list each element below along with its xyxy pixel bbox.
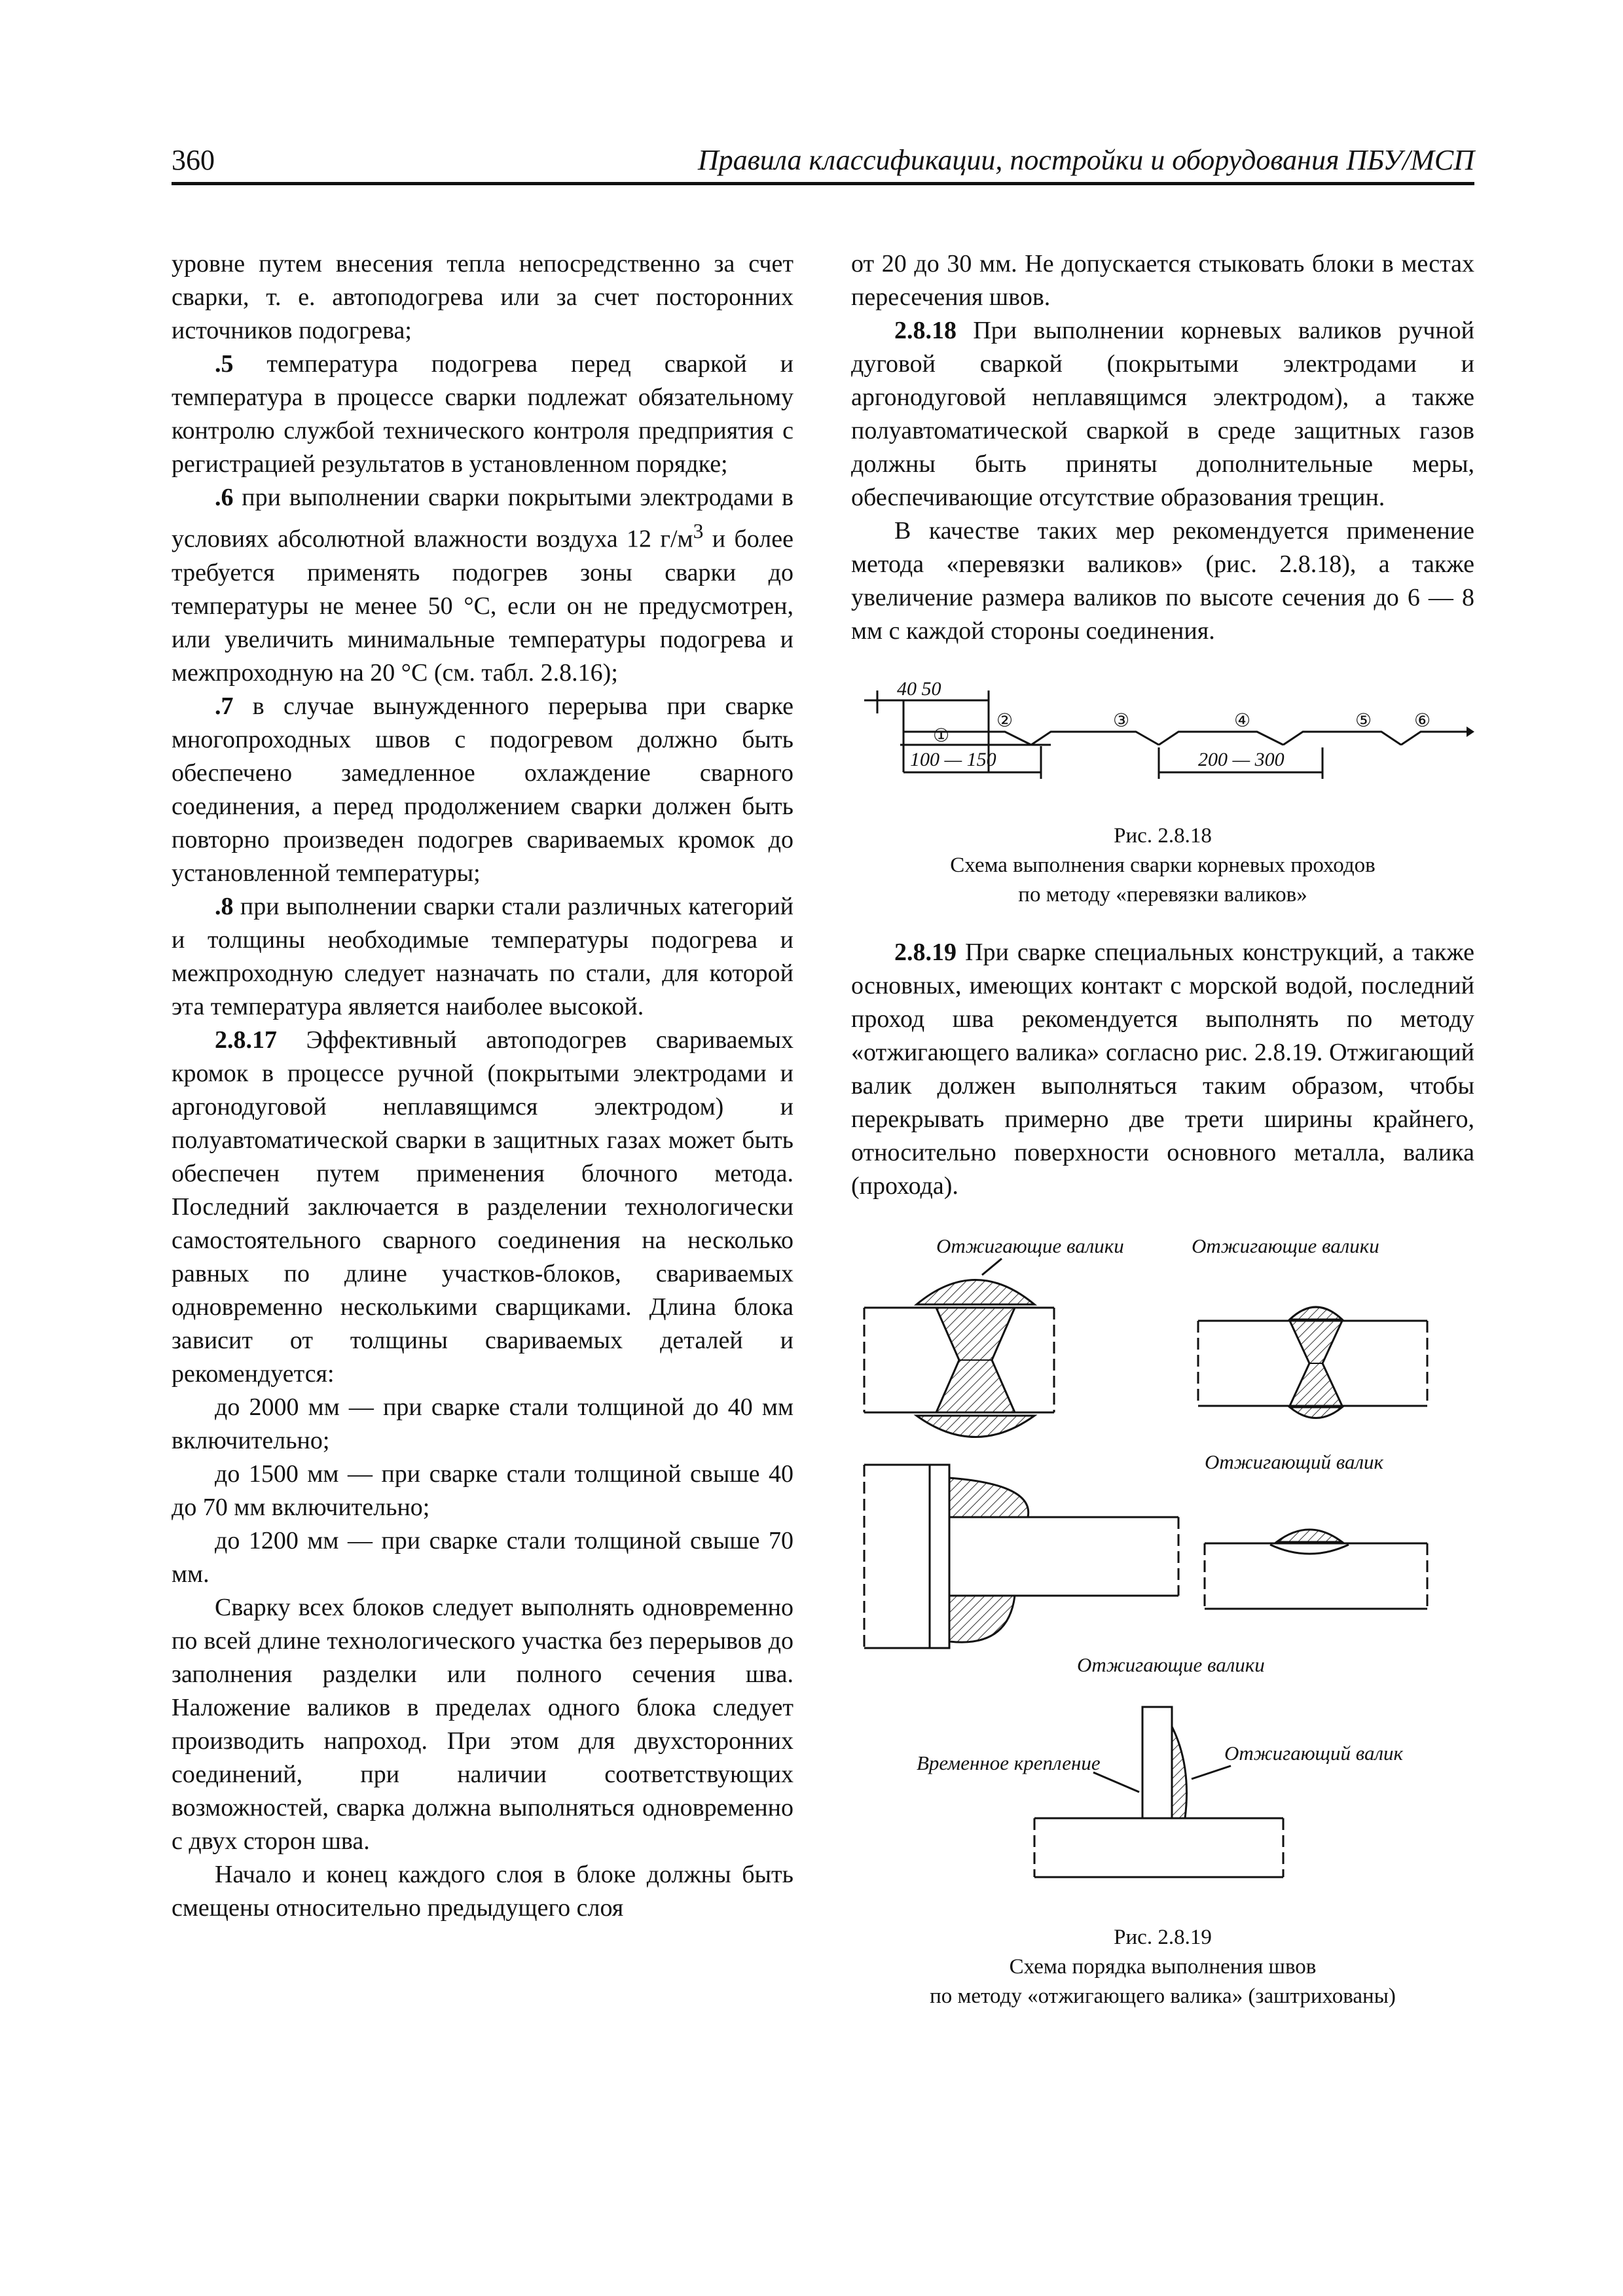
paragraph: уровне путем внесения тепла непосредственно за счет сварки, т. е. автоподогрева или за счет посторонних источников подогрева;	[172, 250, 793, 344]
left-column	[172, 247, 793, 1925]
paragraph: .6 при выполнении сварки покрытыми электродами в условиях абсолютной влажности воздуха 12 $г/м^3$ и более требуется применять подогрев зоны сварки до температуры не менее 50 °С, если он не предусмотрен, или увеличить минимальные температуры подогрева и межпроходную на 20 °С (см. табл. 2.8.16);	[172, 484, 794, 687]
pass-marker: ①	[933, 726, 950, 746]
paragraph: от 20 до 30 мм. Не допускается стыковать блоки в местах пересечения швов.	[851, 250, 1474, 311]
figure-caption: Рис. 2.8.19 Схема порядка выполнения швов по методу «отжигающего валика» (заштрихованы)	[930, 1926, 1396, 2008]
paragraph: 2.8.19 При сварке специальных конструкций, а также основных, имеющих контакт с морской водой, последний проход шва рекомендуется выполнять по методу «отжигающего валика» согласно рис. 2.8.19. Отжигающий валик должен выполняться таким образом, чтобы перекрывать примерно две трети ширины крайнего, относительно поверхности основного металла, валика (прохода).	[851, 939, 1474, 1200]
annealing-pass-diagram	[851, 1229, 1474, 1890]
item-number: .8	[215, 892, 234, 920]
dim-top: 40 50	[897, 678, 941, 700]
pass-marker: ⑤	[1355, 711, 1372, 731]
paragraph: .7 в случае вынужденного перерыва при сварке многопроходных швов с подогревом должно быть обеспечено замедленное охлаждение сварного соединения, а перед продолжением сварки должен быть повторно произведен подогрев свариваемых кромок до установленной температуры;	[172, 692, 793, 887]
right-column	[851, 247, 1474, 2015]
paragraph: 2.8.18 При выполнении корневых валиков ручной дуговой сваркой (покрытыми электродами и аргонодуговой неплавящимся электродом), а также полуавтоматической сваркой в среде защитных газов должны быть приняты дополнительные меры, обеспечивающие отсутствие образования трещин.	[851, 317, 1474, 511]
dim-right: 200 — 300	[1198, 749, 1285, 770]
figure-2-8-18	[851, 674, 1474, 906]
figure-label: Временное крепление	[917, 1751, 1101, 1774]
item-number: .7	[215, 692, 234, 720]
paragraph: Сварку всех блоков следует выполнять одновременно по всей длине технологического участка без перерывов до заполнения разделки или полного сечения шва. Наложение валиков в пределах одного блока следует производить напроход. При этом для двухсторонних соединений, при наличии соответствующих возможностей, сварка должна выполняться одновременно с двух сторон шва.	[172, 1593, 793, 1855]
paragraph: до 1200 мм — при сварке стали толщиной свыше 70 мм.	[172, 1526, 793, 1588]
section-number: 2.8.17	[215, 1026, 277, 1054]
pass-marker: ②	[996, 711, 1013, 731]
section-number: 2.8.19	[894, 939, 957, 966]
dim-left: 100 — 150	[910, 749, 996, 770]
figure-label: Отжигающий валик	[1224, 1742, 1403, 1765]
pass-marker: ④	[1234, 711, 1251, 731]
item-number: .6	[215, 484, 234, 511]
root-pass-diagram	[851, 674, 1474, 805]
figure-label: Отжигающие валики	[1192, 1234, 1379, 1257]
paragraph: 2.8.17 Эффективный автоподогрев свариваемых кромок в процессе ручной (покрытыми электродами и аргонодуговой неплавящимся электродом) и полуавтоматической сварки в защитных газах может быть обеспечен путем применения блочного метода. Последний заключается в разделении технологически самостоятельного сварного соединения на несколько равных по длине участков-блоков, свариваемых одновременно несколькими сварщиками. Длина блока зависит от толщины свариваемых деталей и рекомендуется:	[172, 1026, 793, 1388]
paragraph: Начало и конец каждого слоя в блоке должны быть смещены относительно предыдущего слоя	[172, 1860, 793, 1922]
paragraph: до 1500 мм — при сварке стали толщиной свыше 40 до 70 мм включительно;	[172, 1460, 793, 1521]
pass-marker: ③	[1113, 711, 1130, 731]
paragraph: В качестве таких мер рекомендуется применение метода «перевязки валиков» (рис. 2.8.18), а также увеличение размера валиков по высоте сечения до 6 — 8 мм с каждой стороны соединения.	[851, 517, 1474, 645]
figure-label: Отжигающие валики	[936, 1234, 1124, 1257]
figure-2-8-19	[851, 1229, 1474, 2015]
pass-marker: ⑥	[1414, 711, 1431, 731]
figure-caption: Рис. 2.8.18 Схема выполнения сварки корневых проходов по методу «перевязки валиков»	[950, 824, 1376, 906]
paragraph: до 2000 мм — при сварке стали толщиной до 40 мм включительно;	[172, 1393, 793, 1454]
page-header	[172, 139, 1474, 185]
figure-label: Отжигающие валики	[1077, 1653, 1265, 1676]
running-title: Правила классификации, постройки и оборудования ПБУ/МСП	[697, 144, 1474, 176]
item-number: .5	[215, 350, 234, 378]
page-number: 360	[172, 144, 215, 176]
paragraph: .5 температура подогрева перед сваркой и температура в процессе сварки подлежат обязательному контролю службой технического контроля предприятия с регистрацией результатов в установленном порядке;	[172, 350, 793, 478]
figure-label: Отжигающий валик	[1205, 1450, 1383, 1473]
section-number: 2.8.18	[894, 317, 957, 344]
paragraph: .8 при выполнении сварки стали различных категорий и толщины необходимые температуры подогрева и межпроходную следует назначать по стали, для которой эта температура является наиболее высокой.	[172, 892, 793, 1020]
